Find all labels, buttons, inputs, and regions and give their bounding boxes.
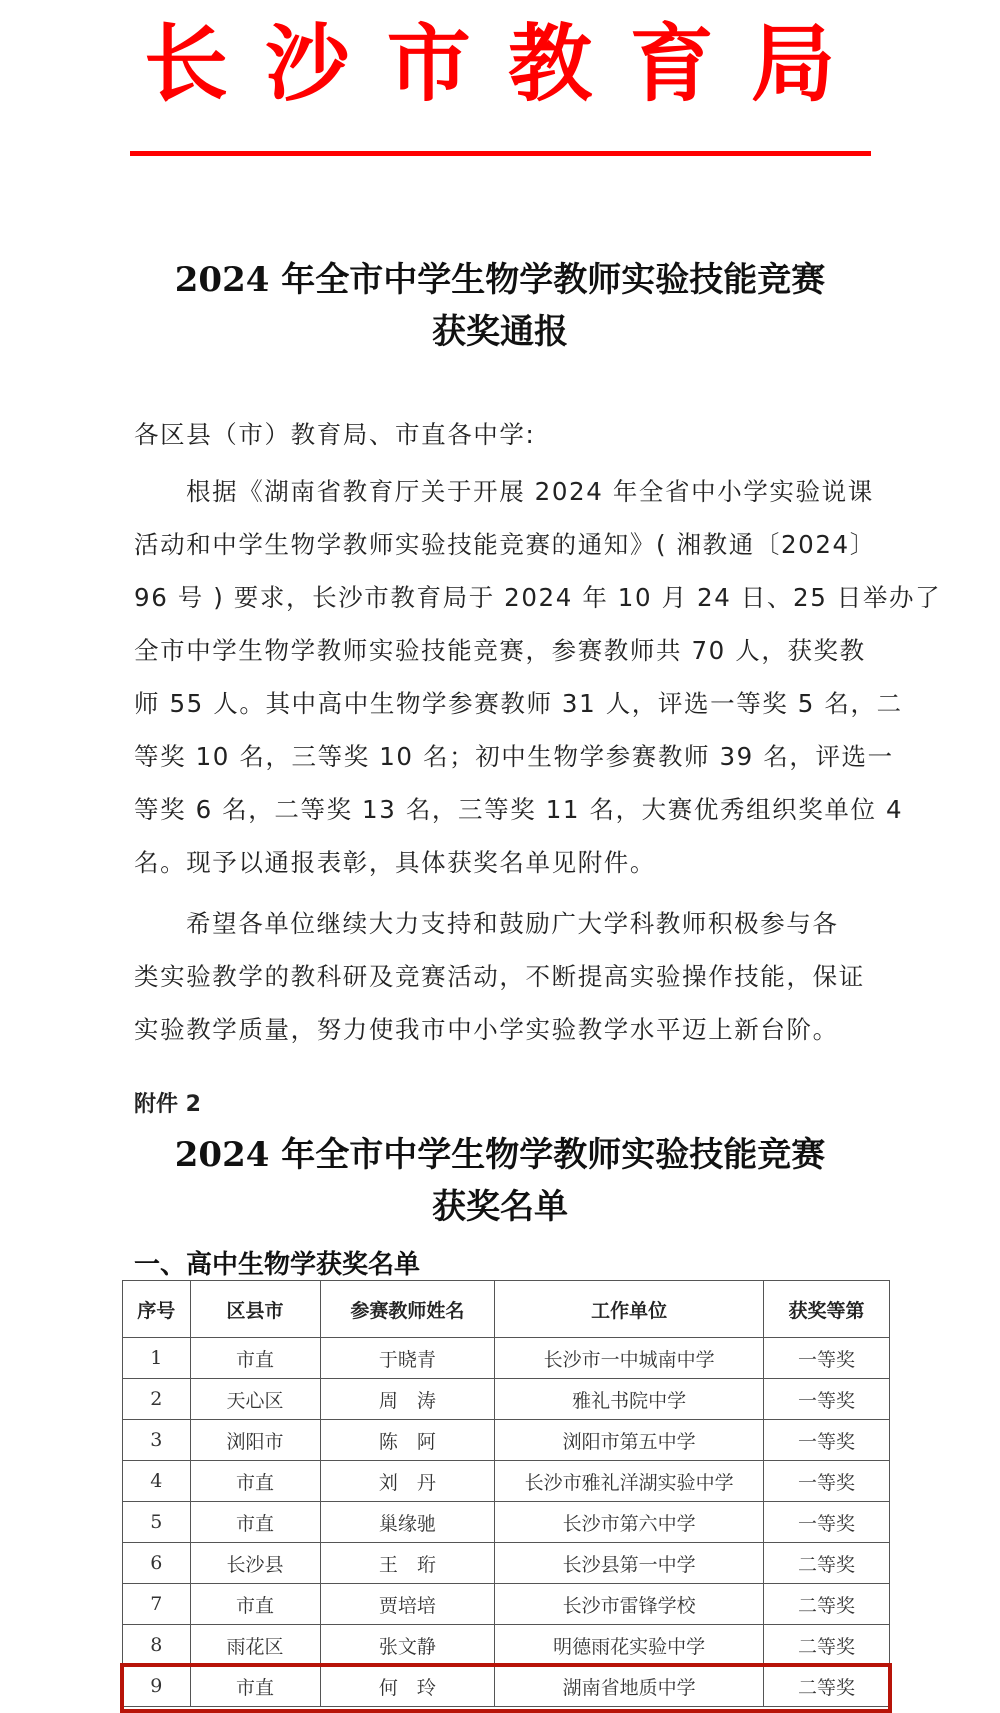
table-row <box>123 1625 890 1666</box>
column-header-index: 序号 <box>123 1281 191 1338</box>
cell-index: 9 <box>123 1666 191 1707</box>
cell-workplace: 长沙市雷锋学校 <box>495 1584 764 1625</box>
cell-index: 2 <box>123 1379 191 1420</box>
attachment-title-line2: 获奖名单 <box>432 1187 568 1227</box>
cell-teacher: 周 涛 <box>320 1379 495 1420</box>
letterhead-char: 沙 <box>265 14 350 113</box>
cell-district: 市直 <box>190 1338 320 1379</box>
column-header-district: 区县市 <box>190 1281 320 1338</box>
cell-index: 3 <box>123 1420 191 1461</box>
awards-table <box>122 1280 890 1707</box>
paragraph1-line: 根据《湖南省教育厅关于开展 2024 年全省中小学实验说课 <box>186 477 874 506</box>
column-header-award: 获奖等第 <box>763 1281 889 1338</box>
table-row <box>123 1543 890 1584</box>
letterhead-char: 长 <box>144 14 229 113</box>
paragraph1-line: 活动和中学生物学教师实验技能竞赛的通知》( 湘教通〔2024〕 <box>134 530 876 559</box>
column-header-teacher: 参赛教师姓名 <box>320 1281 495 1338</box>
paragraph1-line: 师 55 人。其中高中生物学参赛教师 31 人，评选一等奖 5 名，二 <box>134 689 903 718</box>
cell-award: 一等奖 <box>763 1502 889 1543</box>
letterhead-char: 市 <box>386 14 471 113</box>
attachment-title-line1: 2024 年全市中学生物学教师实验技能竞赛 <box>174 1135 826 1175</box>
cell-index: 5 <box>123 1502 191 1543</box>
cell-award: 一等奖 <box>763 1338 889 1379</box>
cell-award: 一等奖 <box>763 1461 889 1502</box>
table-row <box>123 1379 890 1420</box>
cell-district: 浏阳市 <box>190 1420 320 1461</box>
table-row <box>123 1338 890 1379</box>
letterhead-char: 育 <box>629 14 714 113</box>
table-row <box>123 1584 890 1625</box>
cell-district: 市直 <box>190 1502 320 1543</box>
cell-district: 市直 <box>190 1584 320 1625</box>
cell-teacher: 贾培培 <box>320 1584 495 1625</box>
cell-award: 一等奖 <box>763 1420 889 1461</box>
paragraph1-line: 名。现予以通报表彰，具体获奖名单见附件。 <box>134 848 656 877</box>
letterhead-divider <box>130 151 871 156</box>
letterhead <box>130 14 871 114</box>
table-header-row <box>123 1281 890 1338</box>
paragraph2-line: 希望各单位继续大力支持和鼓励广大学科教师积极参与各 <box>186 909 839 938</box>
cell-teacher: 刘 丹 <box>320 1461 495 1502</box>
notice-title-line1: 2024 年全市中学生物学教师实验技能竞赛 <box>174 260 826 300</box>
table-row-highlighted <box>123 1666 890 1707</box>
column-header-workplace: 工作单位 <box>495 1281 764 1338</box>
table-row <box>123 1502 890 1543</box>
cell-district: 市直 <box>190 1666 320 1707</box>
cell-award: 二等奖 <box>763 1584 889 1625</box>
cell-workplace: 长沙县第一中学 <box>495 1543 764 1584</box>
cell-district: 雨花区 <box>190 1625 320 1666</box>
cell-award: 二等奖 <box>763 1625 889 1666</box>
cell-workplace: 明德雨花实验中学 <box>495 1625 764 1666</box>
paragraph2-line: 实验教学质量，努力使我市中小学实验教学水平迈上新台阶。 <box>134 1015 839 1044</box>
paragraph1-line: 96 号 ) 要求，长沙市教育局于 2024 年 10 月 24 日、25 日举办了 <box>134 583 942 612</box>
paragraph1-line: 全市中学生物学教师实验技能竞赛，参赛教师共 70 人，获奖教 <box>134 636 866 665</box>
cell-teacher: 王 珩 <box>320 1543 495 1584</box>
cell-district: 市直 <box>190 1461 320 1502</box>
cell-workplace: 浏阳市第五中学 <box>495 1420 764 1461</box>
table-row <box>123 1420 890 1461</box>
cell-index: 8 <box>123 1625 191 1666</box>
cell-workplace: 湖南省地质中学 <box>495 1666 764 1707</box>
attachment-label: 附件 2 <box>134 1092 201 1117</box>
cell-index: 1 <box>123 1338 191 1379</box>
paragraph2-line: 类实验教学的教科研及竞赛活动，不断提高实验操作技能，保证 <box>134 962 865 991</box>
cell-workplace: 长沙市雅礼洋湖实验中学 <box>495 1461 764 1502</box>
notice-title-line2: 获奖通报 <box>432 312 568 352</box>
cell-award: 二等奖 <box>763 1666 889 1707</box>
cell-index: 6 <box>123 1543 191 1584</box>
letterhead-char: 教 <box>508 14 593 113</box>
cell-teacher: 陈 阿 <box>320 1420 495 1461</box>
cell-workplace: 长沙市一中城南中学 <box>495 1338 764 1379</box>
cell-district: 天心区 <box>190 1379 320 1420</box>
cell-workplace: 雅礼书院中学 <box>495 1379 764 1420</box>
table-row <box>123 1461 890 1502</box>
section-heading: 一、高中生物学获奖名单 <box>134 1250 421 1280</box>
paragraph1-line: 等奖 6 名，二等奖 13 名，三等奖 11 名，大赛优秀组织奖单位 4 <box>134 795 904 824</box>
cell-index: 7 <box>123 1584 191 1625</box>
cell-award: 二等奖 <box>763 1543 889 1584</box>
cell-teacher: 于晓青 <box>320 1338 495 1379</box>
cell-teacher: 何 玲 <box>320 1666 495 1707</box>
cell-district: 长沙县 <box>190 1543 320 1584</box>
cell-teacher: 张文静 <box>320 1625 495 1666</box>
paragraph1-line: 等奖 10 名，三等奖 10 名；初中生物学参赛教师 39 名，评选一 <box>134 742 894 771</box>
cell-index: 4 <box>123 1461 191 1502</box>
letterhead-char: 局 <box>750 14 835 113</box>
cell-workplace: 长沙市第六中学 <box>495 1502 764 1543</box>
salutation: 各区县（市）教育局、市直各中学: <box>134 420 536 449</box>
cell-teacher: 巢缘驰 <box>320 1502 495 1543</box>
cell-award: 一等奖 <box>763 1379 889 1420</box>
